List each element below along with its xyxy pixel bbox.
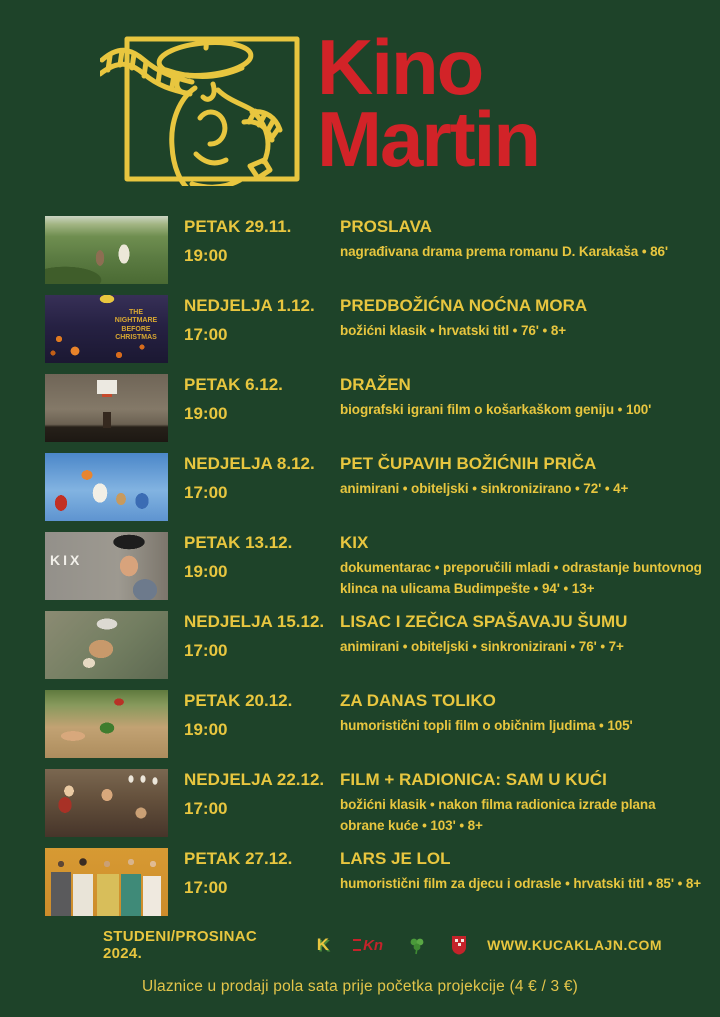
shield-partner-logo-icon [451, 933, 467, 957]
screening-date: PETAK 13.12. [184, 533, 293, 552]
info-column [340, 295, 708, 342]
screening-date: NEDJELJA 15.12. [184, 612, 325, 631]
date-column [168, 769, 340, 817]
footer [0, 928, 720, 962]
date-column [168, 848, 340, 896]
date-column [168, 453, 340, 501]
film-title: PREDBOŽIĆNA NOĆNA MORA [340, 296, 588, 315]
screening-row [0, 690, 720, 758]
screening-date: PETAK 27.12. [184, 849, 293, 868]
film-description: animirani • obiteljski • sinkronizirani • 76' • 7+ [340, 638, 624, 654]
screening-time: 17:00 [184, 325, 228, 344]
thumbnail-kix [45, 532, 168, 600]
thumbnail-sam-u-kuci [45, 769, 168, 837]
film-description: dokumentarac • preporučili mladi • odrastanje buntovnog klinca na ulicama Budimpešte • 94' • 13+ [340, 559, 702, 596]
screening-date: NEDJELJA 22.12. [184, 770, 325, 789]
film-title: PET ČUPAVIH BOŽIĆNIH PRIČA [340, 454, 597, 473]
screening-list [0, 216, 720, 916]
poster-title [317, 23, 539, 183]
website-url: WWW.KUCAKLAJN.COM [487, 937, 662, 953]
date-column [168, 374, 340, 422]
screening-time: 17:00 [184, 799, 228, 818]
film-description: božićni klasik • nakon filma radionica izrade plana obrane kuće • 103' • 8+ [340, 796, 656, 833]
header [0, 0, 720, 202]
film-title: KIX [340, 533, 369, 552]
screening-date: NEDJELJA 1.12. [184, 296, 315, 315]
thumbnail-title-text: THE NIGHTMARE BEFORE CHRISTMAS [114, 309, 158, 342]
screening-row [0, 769, 720, 837]
partner-logos [297, 933, 487, 957]
screening-row [0, 216, 720, 284]
info-column [340, 374, 708, 421]
date-column [168, 532, 340, 580]
film-title: FILM + RADIONICA: SAM U KUĆI [340, 770, 607, 789]
thumbnail-drazen [45, 374, 168, 442]
screening-time: 19:00 [184, 246, 228, 265]
screening-time: 19:00 [184, 562, 228, 581]
thumbnail-proslava [45, 216, 168, 284]
thumbnail-lars-je-lol [45, 848, 168, 916]
k-partner-logo-icon: K [316, 935, 330, 954]
title-line-1: Kino [317, 23, 483, 111]
film-title: ZA DANAS TOLIKO [340, 691, 496, 710]
screening-row [0, 532, 720, 600]
film-title: DRAŽEN [340, 375, 411, 394]
screening-time: 17:00 [184, 878, 228, 897]
screening-date: PETAK 20.12. [184, 691, 293, 710]
screening-date: PETAK 6.12. [184, 375, 283, 394]
film-description: animirani • obiteljski • sinkronizirano • 72' • 4+ [340, 480, 629, 496]
screening-date: NEDJELJA 8.12. [184, 454, 315, 473]
date-column [168, 690, 340, 738]
screening-row [0, 848, 720, 916]
title-line-2: Martin [317, 94, 539, 183]
date-column [168, 216, 340, 264]
info-column [340, 532, 708, 600]
kn-partner-logo-icon: Kn [353, 933, 383, 957]
info-column [340, 453, 708, 500]
kino-martin-mascot-logo [100, 26, 305, 186]
tickets-note: Ulaznice u prodaji pola sata prije početka projekcije (4 € / 3 €) [141, 978, 579, 995]
screening-row [0, 611, 720, 679]
info-column [340, 611, 708, 658]
screening-time: 19:00 [184, 720, 228, 739]
date-column [168, 295, 340, 343]
info-column [340, 769, 708, 837]
film-description: nagrađivana drama prema romanu D. Karakaša • 86' [340, 243, 669, 259]
thumbnail-lisac-i-zecica [45, 611, 168, 679]
thumbnail-predbozicna-nocna-mora [45, 295, 168, 363]
thumbnail-za-danas-toliko [45, 690, 168, 758]
thumbnail-title-text: KIX [50, 552, 83, 568]
screening-time: 17:00 [184, 483, 228, 502]
info-column [340, 848, 708, 895]
date-column [168, 611, 340, 659]
film-description: biografski igrani film o košarkaškom geniju • 100' [340, 401, 652, 417]
screening-row [0, 453, 720, 521]
info-column [340, 216, 708, 263]
film-description: božićni klasik • hrvatski titl • 76' • 8+ [340, 322, 567, 338]
screening-time: 17:00 [184, 641, 228, 660]
film-title: LISAC I ZEČICA SPAŠAVAJU ŠUMU [340, 612, 628, 631]
film-description: humoristični film za djecu i odrasle • hrvatski titl • 85' • 8+ [340, 875, 702, 891]
thumbnail-pet-cupavih-bozicnih-prica [45, 453, 168, 521]
screening-row [0, 374, 720, 442]
info-column [340, 690, 708, 737]
clover-partner-logo-icon [407, 933, 427, 957]
film-title: PROSLAVA [340, 217, 432, 236]
screening-date: PETAK 29.11. [184, 217, 292, 236]
screening-time: 19:00 [184, 404, 228, 423]
film-title: LARS JE LOL [340, 849, 451, 868]
season-label: STUDENI/PROSINAC 2024. [103, 928, 257, 962]
film-description: humoristični topli film o običnim ljudima • 105' [340, 717, 633, 733]
screening-row [0, 295, 720, 363]
